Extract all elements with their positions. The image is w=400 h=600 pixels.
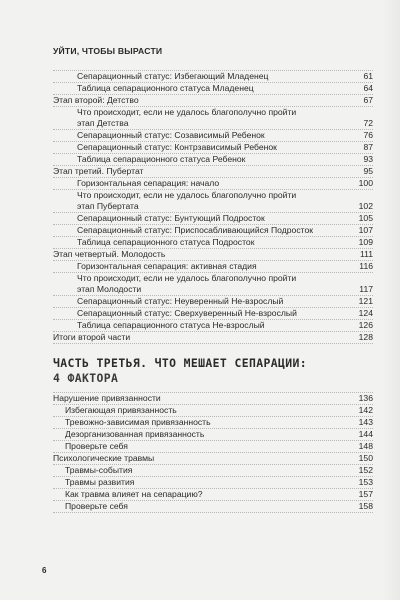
toc-entry[interactable] bbox=[53, 465, 373, 477]
toc-entry-title: Избегающая привязанность bbox=[65, 405, 177, 415]
toc-entry-page: 95 bbox=[363, 166, 373, 176]
toc-entry-page: 76 bbox=[363, 130, 373, 140]
toc-entry-title: Дезорганизованная привязанность bbox=[65, 429, 205, 439]
toc-entry-title: Сепарационный статус: Избегающий Младенец bbox=[77, 71, 269, 81]
toc-entry-page: 143 bbox=[358, 417, 373, 427]
toc-entry-title: Сепарационный статус: Контрзависимый Ребенок bbox=[77, 142, 277, 152]
toc-entry-page: 158 bbox=[358, 501, 373, 511]
toc-entry-title: Этап третий. Пубертат bbox=[53, 166, 144, 176]
toc-entry-title: Этап четвертый. Молодость bbox=[53, 249, 166, 259]
toc-entry-page: 153 bbox=[358, 477, 373, 487]
toc-entry[interactable] bbox=[53, 190, 373, 201]
toc-entry[interactable] bbox=[53, 477, 373, 489]
toc-entry[interactable] bbox=[53, 225, 373, 237]
toc-entry[interactable] bbox=[53, 249, 373, 261]
toc-entry[interactable] bbox=[53, 417, 373, 429]
toc-entry-page: 117 bbox=[359, 284, 373, 294]
toc-entry[interactable] bbox=[53, 284, 373, 296]
part-three-heading-line2: 4 ФАКТОРА bbox=[53, 371, 119, 385]
toc-entry[interactable] bbox=[53, 154, 373, 166]
toc-entry-title: этап Детства bbox=[77, 118, 129, 128]
toc-entry[interactable] bbox=[53, 201, 373, 213]
toc-entry-page: 121 bbox=[358, 296, 373, 306]
toc-entry-title: Сепарационный статус: Приспосабливающийся Подросток bbox=[77, 225, 314, 235]
toc-entry-title: Травмы-события bbox=[65, 465, 133, 475]
toc-entry-page: 116 bbox=[359, 261, 373, 271]
toc-entry-title: Сепарационный статус: Созависимый Ребенок bbox=[77, 130, 265, 140]
toc-entry-page: 148 bbox=[358, 441, 373, 451]
toc-entry-page: 157 bbox=[358, 489, 373, 499]
toc-entry-page: 109 bbox=[358, 237, 373, 247]
toc-entry-title: Сепарационный статус: Неуверенный Не-взрослый bbox=[77, 296, 284, 306]
toc-entry-title: Таблица сепарационного статуса Младенец bbox=[77, 83, 254, 93]
toc-entry-page: 152 bbox=[358, 465, 373, 475]
toc-entry[interactable] bbox=[53, 453, 373, 465]
toc-entry-page: 150 bbox=[358, 453, 373, 463]
toc-entry-page: 102 bbox=[358, 201, 373, 211]
toc-entry-page: 64 bbox=[363, 83, 373, 93]
toc-entry-title: Сепарационный статус: Сверхуверенный Не-взрослый bbox=[77, 308, 297, 318]
toc-entry-title: Горизонтальная сепарация: начало bbox=[77, 178, 220, 188]
toc-section-part-three bbox=[53, 392, 373, 513]
toc-entry-page: 105 bbox=[358, 213, 373, 223]
toc-entry-page: 111 bbox=[359, 249, 373, 259]
toc-entry[interactable] bbox=[53, 332, 373, 344]
toc-entry[interactable] bbox=[53, 441, 373, 453]
toc-entry-title: Таблица сепарационного статуса Не-взрослый bbox=[77, 320, 265, 330]
toc-entry[interactable] bbox=[53, 392, 373, 405]
toc-entry-title: Сепарационный статус: Бунтующий Подросток bbox=[77, 213, 265, 223]
toc-entry-title: Горизонтальная сепарация: активная стадия bbox=[77, 261, 257, 271]
toc-entry[interactable] bbox=[53, 130, 373, 142]
toc-entry-title: Как травма влияет на сепарацию? bbox=[65, 489, 203, 499]
toc-entry-title: Проверьте себя bbox=[65, 501, 128, 511]
toc-entry-title: этап Молодости bbox=[77, 284, 142, 294]
toc-entry-title: этап Пубертата bbox=[77, 201, 139, 211]
toc-entry[interactable] bbox=[53, 261, 373, 273]
toc-entry-title: Таблица сепарационного статуса Ребенок bbox=[77, 154, 246, 164]
toc-entry-page: 107 bbox=[358, 225, 373, 235]
toc-entry-page: 67 bbox=[363, 95, 373, 105]
toc-entry[interactable] bbox=[53, 166, 373, 178]
toc-entry[interactable] bbox=[53, 70, 373, 83]
toc-entry[interactable] bbox=[53, 308, 373, 320]
toc-entry-title: Травмы развития bbox=[65, 477, 135, 487]
toc-entry-page: 61 bbox=[363, 71, 373, 81]
toc-entry-page: 124 bbox=[358, 308, 373, 318]
part-three-heading bbox=[53, 356, 373, 386]
toc-entry[interactable] bbox=[53, 237, 373, 249]
toc-entry[interactable] bbox=[53, 296, 373, 308]
toc-entry[interactable] bbox=[53, 273, 373, 284]
part-three-heading-line1: ЧАСТЬ ТРЕТЬЯ. ЧТО МЕШАЕТ СЕПАРАЦИИ: bbox=[53, 356, 308, 370]
toc-entry[interactable] bbox=[53, 489, 373, 501]
toc-entry[interactable] bbox=[53, 118, 373, 130]
toc-entry-page: 144 bbox=[358, 429, 373, 439]
toc-entry[interactable] bbox=[53, 142, 373, 154]
toc-entry-page: 128 bbox=[358, 332, 373, 342]
toc-entry-page: 142 bbox=[358, 405, 373, 415]
toc-entry[interactable] bbox=[53, 95, 373, 107]
toc-entry-page: 72 bbox=[363, 118, 373, 128]
toc-entry[interactable] bbox=[53, 405, 373, 417]
toc-entry-title: Что происходит, если не удалось благополучно пройти bbox=[77, 107, 297, 117]
toc-entry-title: Что происходит, если не удалось благополучно пройти bbox=[77, 273, 297, 283]
toc-entry-title: Проверьте себя bbox=[65, 441, 128, 451]
toc-entry[interactable] bbox=[53, 107, 373, 118]
toc-entry[interactable] bbox=[53, 501, 373, 513]
table-of-contents bbox=[53, 70, 373, 513]
toc-entry[interactable] bbox=[53, 320, 373, 332]
toc-entry-title: Этап второй: Детство bbox=[53, 95, 139, 105]
toc-entry-page: 100 bbox=[358, 178, 373, 188]
toc-entry-title: Что происходит, если не удалось благополучно пройти bbox=[77, 190, 297, 200]
toc-entry-page: 93 bbox=[363, 154, 373, 164]
toc-entry-title: Итоги второй части bbox=[53, 332, 131, 342]
running-head: УЙТИ, ЧТОБЫ ВЫРАСТИ bbox=[53, 46, 163, 56]
toc-entry-page: 126 bbox=[358, 320, 373, 330]
toc-entry[interactable] bbox=[53, 213, 373, 225]
toc-entry[interactable] bbox=[53, 429, 373, 441]
toc-entry-title: Нарушение привязанности bbox=[53, 393, 161, 403]
toc-entry[interactable] bbox=[53, 83, 373, 95]
page-number: 6 bbox=[42, 566, 47, 575]
toc-entry-title: Таблица сепарационного статуса Подросток bbox=[77, 237, 255, 247]
page-edge-shadow bbox=[382, 0, 400, 600]
toc-entry-title: Тревожно-зависимая привязанность bbox=[65, 417, 211, 427]
toc-entry[interactable] bbox=[53, 178, 373, 190]
toc-entry-title: Психологические травмы bbox=[53, 453, 155, 463]
toc-section-part-two bbox=[53, 70, 373, 344]
toc-entry-page: 136 bbox=[358, 393, 373, 403]
toc-entry-page: 87 bbox=[363, 142, 373, 152]
